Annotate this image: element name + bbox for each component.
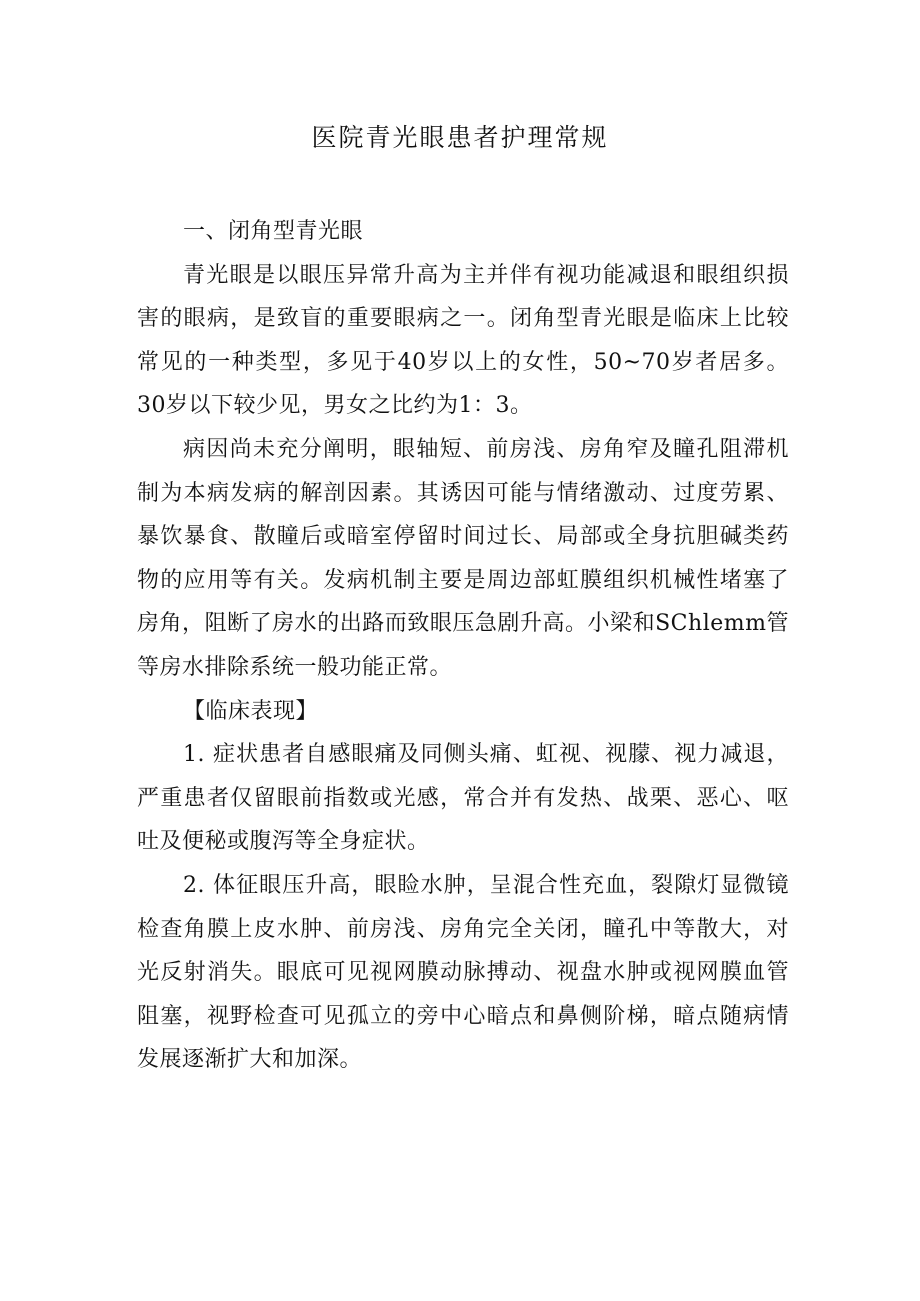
- paragraph-definition: 青光眼是以眼压异常升高为主并伴有视功能减退和眼组织损害的眼病，是致盲的重要眼病之一。闭角型青光眼是临床上比较常见的一种类型，多见于40岁以上的女性，50~70岁者居多。30岁以下较少见，男女之比约为1：3。: [137, 262, 789, 419]
- document-body: [137, 210, 789, 1082]
- clinical-item-symptoms: 1. 症状患者自感眼痛及同侧头痛、虹视、视朦、视力减退，严重患者仅留眼前指数或光感，常合并有发热、战栗、恶心、呕吐及便秘或腹泻等全身症状。: [137, 742, 789, 855]
- section-heading: 一、闭角型青光眼: [183, 219, 364, 244]
- paragraph-etiology: 病因尚未充分阐明，眼轴短、前房浅、房角窄及瞳孔阻滞机制为本病发病的解剖因素。其诱因可能与情绪激动、过度劳累、暴饮暴食、散瞳后或暗室停留时间过长、局部或全身抗胆碱类药物的应用等有关。发病机制主要是周边部虹膜组织机械性堵塞了房角，阻断了房水的出路而致眼压急剧升高。小梁和SChlemm管等房水排除系统一般功能正常。: [137, 436, 789, 680]
- page-title: 医院青光眼患者护理常规: [311, 123, 609, 152]
- clinical-item-signs: 2. 体征眼压升高，眼睑水肿，呈混合性充血，裂隙灯显微镜检查角膜上皮水肿、前房浅、房角完全关闭，瞳孔中等散大，对光反射消失。眼底可见视网膜动脉搏动、视盘水肿或视网膜血管阻塞，视野检查可见孤立的旁中心暗点和鼻侧阶梯，暗点随病情发展逐渐扩大和加深。: [137, 872, 789, 1073]
- clinical-heading: 【临床表现】: [183, 698, 319, 724]
